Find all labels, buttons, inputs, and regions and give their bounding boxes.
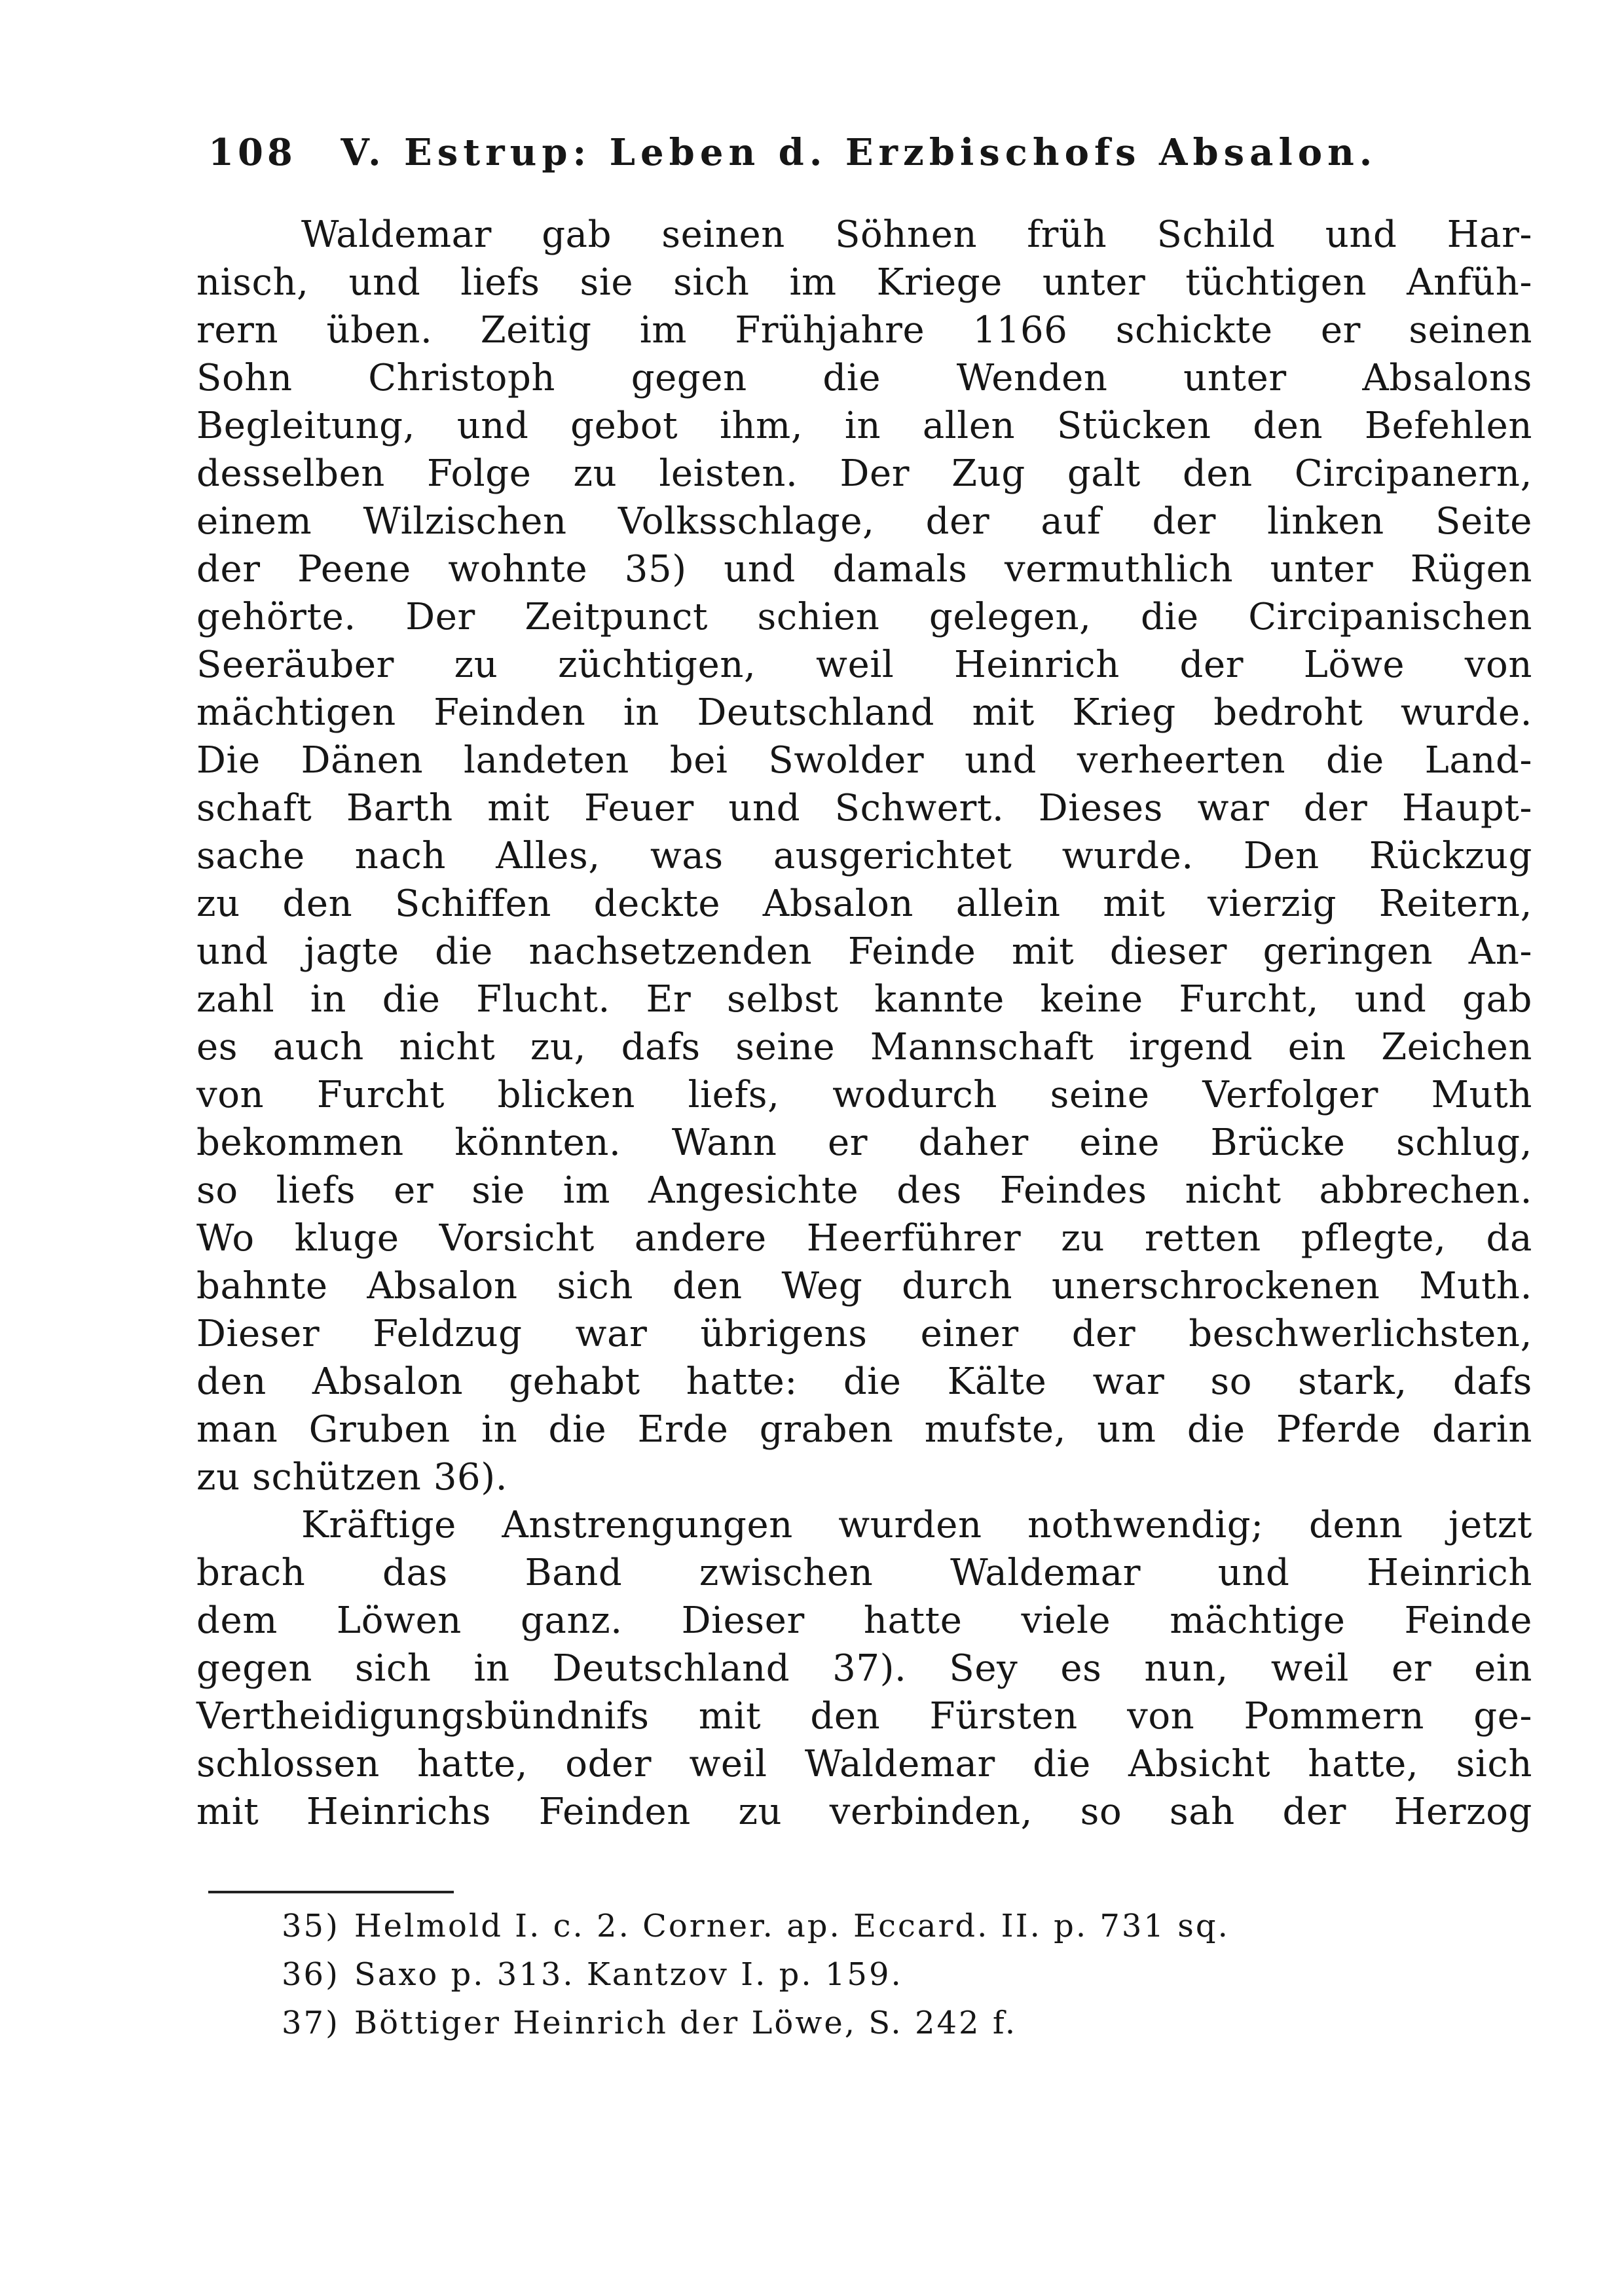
text-line: gegen sich in Deutschland 37). Sey es nun, weil er ein	[196, 1647, 1532, 1690]
text-line: mit Heinrichs Feinden zu verbinden, so sah der Herzog	[196, 1791, 1532, 1833]
text-line: Die Dänen landeten bei Swolder und verheerten die Land-	[196, 739, 1532, 782]
running-title: V. Estrup: Leben d. Erzbischofs Absalon.	[341, 131, 1378, 174]
running-head	[208, 131, 1505, 174]
text-line: sache nach Alles, was ausgerichtet wurde. Den Rückzug	[196, 835, 1532, 877]
footnote	[282, 1950, 1526, 1999]
text-line: Seeräuber zu züchtigen, weil Heinrich der Löwe von	[196, 644, 1532, 686]
text-line: Vertheidigungsbündnifs mit den Fürsten von Pommern ge-	[196, 1695, 1532, 1738]
footnote-text: Böttiger Heinrich der Löwe, S. 242 f.	[354, 2005, 1018, 2041]
text-line: Begleitung, und gebot ihm, in allen Stücken den Befehlen	[196, 405, 1532, 447]
text-line: Wo kluge Vorsicht andere Heerführer zu retten pflegte, da	[196, 1217, 1532, 1260]
footnote-text: Helmold I. c. 2. Corner. ap. Eccard. II. p. 731 sq.	[354, 1908, 1230, 1944]
text-line: desselben Folge zu leisten. Der Zug galt den Circipanern,	[196, 452, 1532, 495]
text-line: den Absalon gehabt hatte: die Kälte war so stark, dafs	[196, 1360, 1532, 1403]
text-line: dem Löwen ganz. Dieser hatte viele mächtige Feinde	[196, 1599, 1532, 1642]
page-number: 108	[208, 131, 297, 174]
text-line: nisch, und liefs sie sich im Kriege unter tüchtigen Anfüh-	[196, 261, 1532, 304]
text-line: von Furcht blicken liefs, wodurch seine Verfolger Muth	[196, 1074, 1532, 1116]
text-line: und jagte die nachsetzenden Feinde mit dieser geringen An-	[196, 930, 1532, 973]
text-line: es auch nicht zu, dafs seine Mannschaft irgend ein Zeichen	[196, 1026, 1532, 1068]
text-line: bekommen könnten. Wann er daher eine Brücke schlug,	[196, 1121, 1532, 1164]
text-line: der Peene wohnte 35) und damals vermuthlich unter Rügen	[196, 548, 1532, 591]
text-line: einem Wilzischen Volksschlage, der auf der linken Seite	[196, 500, 1532, 543]
body-text	[196, 211, 1532, 1836]
text-line: mächtigen Feinden in Deutschland mit Krieg bedroht wurde.	[196, 691, 1532, 734]
text-line: schaft Barth mit Feuer und Schwert. Dieses war der Haupt-	[196, 787, 1532, 829]
text-line: Dieser Feldzug war übrigens einer der beschwerlichsten,	[196, 1313, 1532, 1355]
footnote-number: 36)	[282, 1956, 340, 1993]
text-line: Waldemar gab seinen Söhnen früh Schild und Har-	[301, 213, 1532, 256]
footnote	[282, 1902, 1526, 1950]
text-line: schlossen hatte, oder weil Waldemar die Absicht hatte, sich	[196, 1743, 1532, 1785]
text-line: zu den Schiffen deckte Absalon allein mit vierzig Reitern,	[196, 883, 1532, 925]
text-line: Sohn Christoph gegen die Wenden unter Absalons	[196, 357, 1532, 399]
footnote	[282, 1999, 1526, 2047]
text-line: zu schützen 36).	[196, 1456, 508, 1499]
text-line: rern üben. Zeitig im Frühjahre 1166 schickte er seinen	[196, 309, 1532, 352]
text-line: so liefs er sie im Angesichte des Feindes nicht abbrechen.	[196, 1169, 1532, 1212]
footnote-number: 37)	[282, 2005, 340, 2041]
text-line: bahnte Absalon sich den Weg durch unerschrockenen Muth.	[196, 1265, 1532, 1307]
footnote-text: Saxo p. 313. Kantzov I. p. 159.	[354, 1956, 903, 1993]
text-line: Kräftige Anstrengungen wurden nothwendig; denn jetzt	[301, 1504, 1532, 1546]
footnote-divider	[208, 1891, 454, 1893]
footnote-number: 35)	[282, 1908, 340, 1944]
footnotes	[282, 1902, 1526, 2047]
text-line: gehörte. Der Zeitpunct schien gelegen, die Circipanischen	[196, 596, 1532, 638]
text-line: brach das Band zwischen Waldemar und Heinrich	[196, 1552, 1532, 1594]
text-line: zahl in die Flucht. Er selbst kannte keine Furcht, und gab	[196, 978, 1532, 1021]
text-line: man Gruben in die Erde graben mufste, um die Pferde darin	[196, 1408, 1532, 1451]
